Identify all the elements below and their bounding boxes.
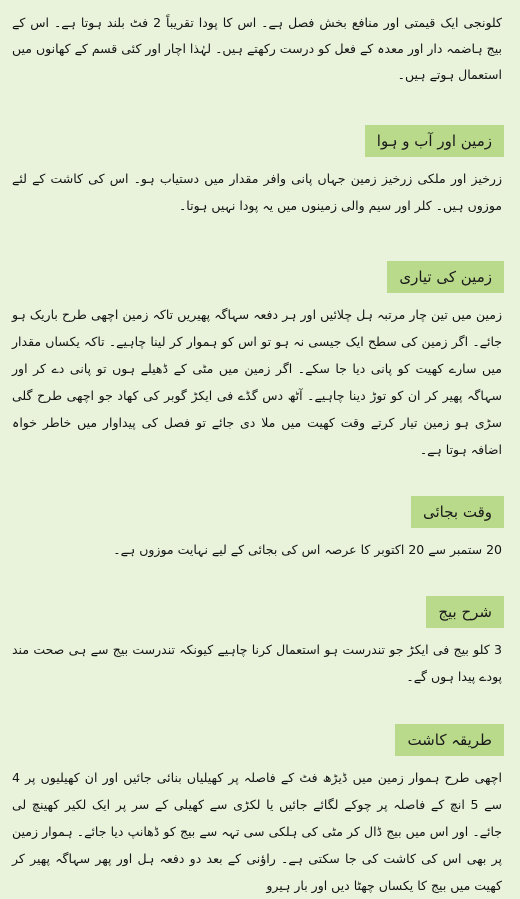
- section-heading: وقت بجائی: [411, 496, 504, 528]
- section-sowing-time: [12, 496, 502, 563]
- section-land-preparation: [12, 261, 502, 463]
- section-text: اچھی طرح ہموار زمین میں ڈیڑھ فٹ کے فاصلہ پر کھیلیاں بنائی جائیں اور ان کھیلیوں پر 4 سے 5 انچ کے فاصلہ پر چوکے لگائے جائیں یا لکڑی سے کھیلی کے سر پر ایک لکیر کھینچ لی جائے۔ اور اس میں بیج ڈال کر مٹی کی ہلکی سی تہہ سے بیج کو ڈھانپ دیا جائے۔ ہموار زمین پر بھی اس کی کاشت کی جا سکتی ہے۔ راؤنی کے بعد دو دفعہ ہل اور پھر سہاگہ پھیر کر کھیت میں بیج کا یکساں چھٹا دیں اور بار ہیرو: [12, 770, 502, 893]
- section-text: 3 کلو بیج فی ایکڑ جو تندرست ہو استعمال کرنا چاہیے کیونکہ تندرست بیج سے ہی صحت مند پودے پیدا ہوں گے۔: [12, 642, 502, 684]
- section-climate: [12, 125, 502, 219]
- section-heading: زمین اور آب و ہوا: [365, 125, 504, 157]
- intro-paragraph: کلونجی ایک قیمتی اور منافع بخش فصل ہے۔ اس کا پودا تقریباً 2 فٹ بلند ہوتا ہے۔ اس کے بیج ہاضمہ دار اور معدہ کے فعل کو درست رکھتے ہیں۔ لہٰذا اچار اور کئی قسم کے کھانوں میں استعمال ہوتے ہیں۔: [12, 15, 502, 82]
- section-heading: طریقہ کاشت: [395, 724, 504, 756]
- section-text: زمین میں تین چار مرتبہ ہل چلائیں اور ہر دفعہ سہاگہ پھیریں تاکہ زمین اچھی طرح باریک ہو جائے۔ اگر زمین کی سطح ایک جیسی نہ ہو تو اس کو ہموار کر لینا چاہیے۔ تاکہ یکساں مقدار میں سارے کھیت کو پانی دیا جا سکے۔ اگر زمین میں مٹی کے ڈھیلے ہوں تو پانی دے کر اور سہاگہ پھیر کر ان کو توڑ دینا چاہیے۔ آٹھ دس گڈے فی ایکڑ گوبر کی کھاد جو اچھی طرح گلی سڑی ہو زمین تیار کرتے وقت کھیت میں ملا دی جائے تو فصل کی پیداوار میں خاطر خواہ اضافہ ہوتا ہے۔: [12, 307, 502, 457]
- section-text: زرخیز اور ملکی زرخیز زمین جہاں پانی وافر مقدار میں دستیاب ہو۔ اس کی کاشت کے لئے موزوں ہیں۔ کلر اور سیم والی زمینوں میں یہ پودا نہیں ہوتا۔: [12, 171, 502, 213]
- section-seed-rate: [12, 596, 502, 690]
- section-heading: زمین کی تیاری: [387, 261, 504, 293]
- section-cultivation-method: [12, 724, 502, 899]
- section-text: 20 ستمبر سے 20 اکتوبر کا عرصہ اس کی بجائی کے لیے نہایت موزوں ہے۔: [113, 542, 502, 557]
- section-heading: شرح بیج: [426, 596, 504, 628]
